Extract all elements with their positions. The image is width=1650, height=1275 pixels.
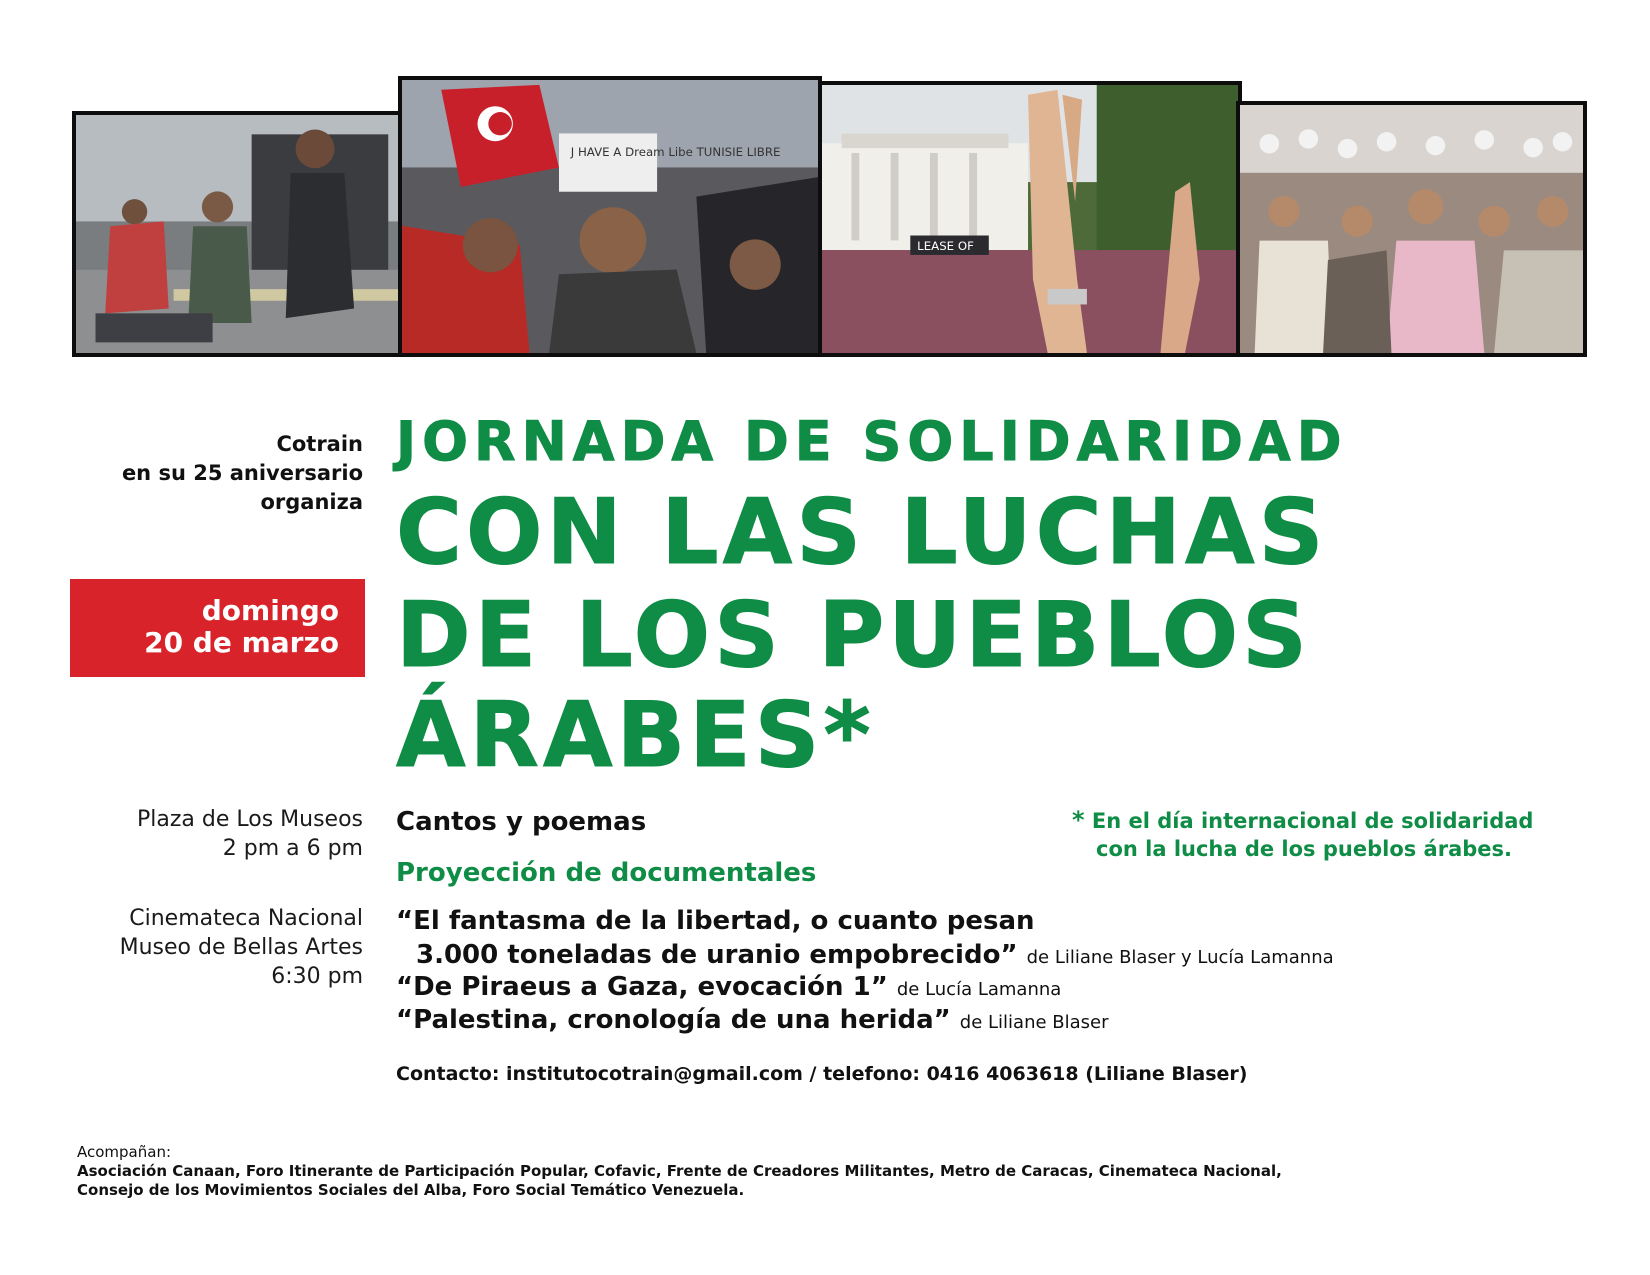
protest-tunisia-photo xyxy=(398,76,822,357)
venue-cinemateca-name: Cinemateca Nacional xyxy=(129,906,363,931)
sponsors-block xyxy=(77,1143,1282,1200)
film-3 xyxy=(396,1003,1109,1040)
solidarity-note xyxy=(1072,806,1533,863)
organizer-block xyxy=(122,430,363,517)
organizer-verb: organiza xyxy=(260,490,363,514)
svg-text:J HAVE A Dream Libe TUNISIE LI: J HAVE A Dream Libe TUNISIE LIBRE xyxy=(570,144,781,159)
organizer-anniversary: en su 25 aniversario xyxy=(121,461,363,485)
organizer-name: Cotrain xyxy=(276,432,363,456)
film-3-title: “Palestina, cronología de una herida” xyxy=(396,1005,951,1035)
note-line-1: En el día internacional de solidaridad xyxy=(1091,809,1534,833)
sponsors-line-1: Asociación Canaan, Foro Itinerante de Participación Popular, Cofavic, Frente de Creadores Militantes, Metro de Caracas, Cinemateca Nacional, xyxy=(77,1162,1282,1180)
program-cantos: Cantos y poemas xyxy=(396,807,647,837)
svg-text:LEASE OF: LEASE OF xyxy=(917,239,974,254)
title-line-1: JORNADA DE SOLIDARIDAD xyxy=(396,410,1348,473)
venue-cinemateca-time: 6:30 pm xyxy=(271,964,363,989)
film-2 xyxy=(396,970,1061,1007)
date-day: 20 de marzo xyxy=(144,626,339,659)
contact-line: Contacto: institutocotrain@gmail.com / telefono: 0416 4063618 (Liliane Blaser) xyxy=(396,1063,1248,1085)
film-2-title: “De Piraeus a Gaza, evocación 1” xyxy=(396,972,888,1002)
film-1 xyxy=(396,904,1334,975)
date-weekday: domingo xyxy=(201,594,339,627)
venue-museum-name: Museo de Bellas Artes xyxy=(119,935,363,960)
sponsors-label: Acompañan: xyxy=(77,1143,172,1161)
venue-plaza xyxy=(137,805,363,863)
film-1-author: de Liliane Blaser y Lucía Lamanna xyxy=(1026,947,1334,968)
asterisk-icon: * xyxy=(1072,806,1085,834)
venue-cinemateca xyxy=(120,904,363,991)
film-1-title-line-1: “El fantasma de la libertad, o cuanto pesan xyxy=(396,906,1035,936)
sponsors-line-2: Consejo de los Movimientos Sociales del Alba, Foro Social Temático Venezuela. xyxy=(77,1181,745,1199)
white-house-protest-photo xyxy=(818,81,1242,357)
title-line-3: DE LOS PUEBLOS xyxy=(396,583,1311,688)
film-2-author: de Lucía Lamanna xyxy=(896,979,1062,1000)
venue-plaza-time: 2 pm a 6 pm xyxy=(222,836,363,861)
date-badge xyxy=(70,579,365,677)
film-3-author: de Liliane Blaser xyxy=(959,1012,1109,1033)
title-line-2: CON LAS LUCHAS xyxy=(396,480,1328,585)
note-line-2: con la lucha de los pueblos árabes. xyxy=(1096,837,1513,861)
film-1-title-text: 3.000 toneladas de uranio empobrecido” xyxy=(416,940,1018,970)
crowd-protest-photo xyxy=(1236,101,1587,357)
title-line-4: ÁRABES* xyxy=(396,683,875,788)
venue-plaza-name: Plaza de Los Museos xyxy=(136,807,363,832)
protest-kneeling-photo xyxy=(72,111,402,357)
program-proyeccion: Proyección de documentales xyxy=(396,858,817,888)
